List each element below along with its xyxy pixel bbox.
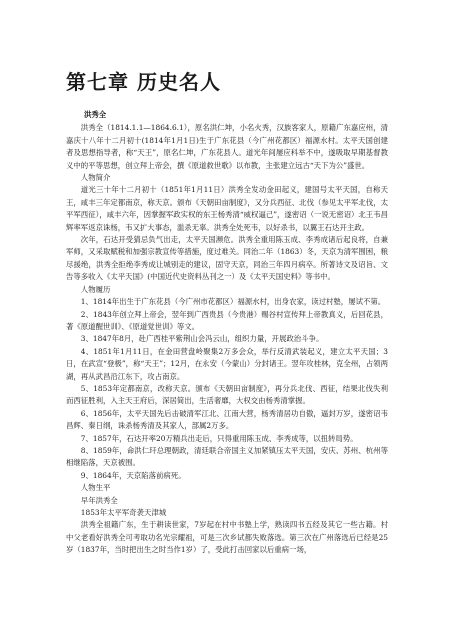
section-title: 洪秀全	[84, 110, 107, 119]
list-item: 6、1856年，太平天国先后击破清军江北、江南大营，杨秀清居功自傲，逼封万岁，遂密诏韦昌辉、秦日纲，诛杀杨秀清及其家人，部属2万多。	[66, 408, 388, 431]
document-body	[66, 109, 388, 557]
chapter-title: 第七章 历史名人	[66, 70, 221, 94]
list-item: 2、1843年创立拜上帝会，翌年到广西贵县（今贵港）赐谷村宣传拜上帝教真义，后回花县，著《原道醒世训》、《原道觉世训》等文。	[66, 309, 388, 331]
list-item: 9、1864年，天京陷落前病死。	[80, 470, 186, 480]
list-item: 1、1814年出生于广东花县（今广州市花都区）福源水村，出身农家，读过村塾，屡试不第。	[80, 297, 386, 307]
subsection-heading: 早年洪秀全	[80, 495, 118, 505]
list-item: 5、1853年定都南京，改称天京。颁布《天朝田亩制度》，再分兵北伐、西征，结果北伐失利而西征胜利，入主天王府后，深居简出，生活奢靡，大权交由杨秀清掌握。	[66, 383, 388, 406]
paragraph: 次年，石达开受猜忌负气出走，太平天国濒危。洪秀全重用陈玉成、李秀成诸后起良将，自兼军师，又采取赋税和加强宗教宣传等措施，度过难关。同治二年（1863）冬，天京为清军围困，粮尽援绝，洪秀全拒绝李秀成让城别走的建议，固守天京，同治三年四月病卒。所著诗文及诏旨、文告等多收入《太平天国》(中国近代史资料丛刊之一）及《太平天国史料》等书中。	[66, 235, 388, 282]
intro-paragraph: 洪秀全（1814.1.1—1864.6.1），原名洪仁坤，小名火秀，汉族客家人，原籍广东嘉应州，清嘉庆十八年十二月初十(1814年1月1日)生于广东花县（今广州花都区）福源水村。太平天国创建者及思想指导者，称“天王”，原名仁坤，广东花县人。道光年间屡应科举不中，遂吸取早期基督教义中的平等思想，创立拜上帝会，撰《原道救世歌》以布教，主张建立远古“天下为公”盛世。	[66, 123, 388, 170]
list-item: 4、1851年1月11日，在金田营盘岭聚集2万多会众，举行反清武装起义，建立太平天国；3日，在武宣“登极”，称“天王”；12月，在永安（今蒙山）分封诸王。翌年攻桂林，克全州，占领两湖，再从武昌沿江东下，攻占南京。	[66, 346, 388, 381]
subsection-heading: 1853年太平军奇袭天津城	[80, 508, 167, 517]
paragraph: 道光三十年十二月初十（1851年1月11日）洪秀全发动金田起义，建国号太平天国，自称天王，咸丰三年定都南京，称天京。颁布《天朝田亩制度》，又分兵西征、北伐（参见太平军北伐，太平军西征），咸丰六年，因掌握军政实权的东王杨秀清“威权逼己”，遂密诏（一说无密诏）北王韦昌辉率军返京诛杨，韦又扩大事态，滥杀无辜。洪秀全处死韦，以好杀书，以翼王石达开主政。	[66, 185, 388, 232]
list-item: 8、1859年，命洪仁玕总理朝政，清廷联合帝国主义加紧镇压太平天国，安庆、苏州、杭州等相继陷落，天京被围。	[66, 445, 388, 468]
subsection-heading: 人物生平	[80, 483, 111, 493]
subsection-heading: 人物履历	[80, 284, 111, 294]
subsection-heading: 人物简介	[80, 173, 111, 183]
list-item: 7、1857年，石达开率20万精兵出走后，只得重用陈玉成、李秀成等，以扭转局势。	[80, 433, 358, 443]
paragraph: 洪秀全祖籍广东，生于耕读世家，7岁起在村中书塾上学，熟读四书五经及其它一些古籍。村中父老看好洪秀全可考取功名光宗耀祖，可是三次乡试都失败落选。第三次在广州落选后已经是25岁（1837年，当时把出生之时当作1岁）了，受此打击回家以后重病一场，	[66, 520, 388, 555]
list-item: 3、1847年8月，赴广西桂平紫荆山会冯云山，组织力量，开展政治斗争。	[80, 334, 324, 344]
